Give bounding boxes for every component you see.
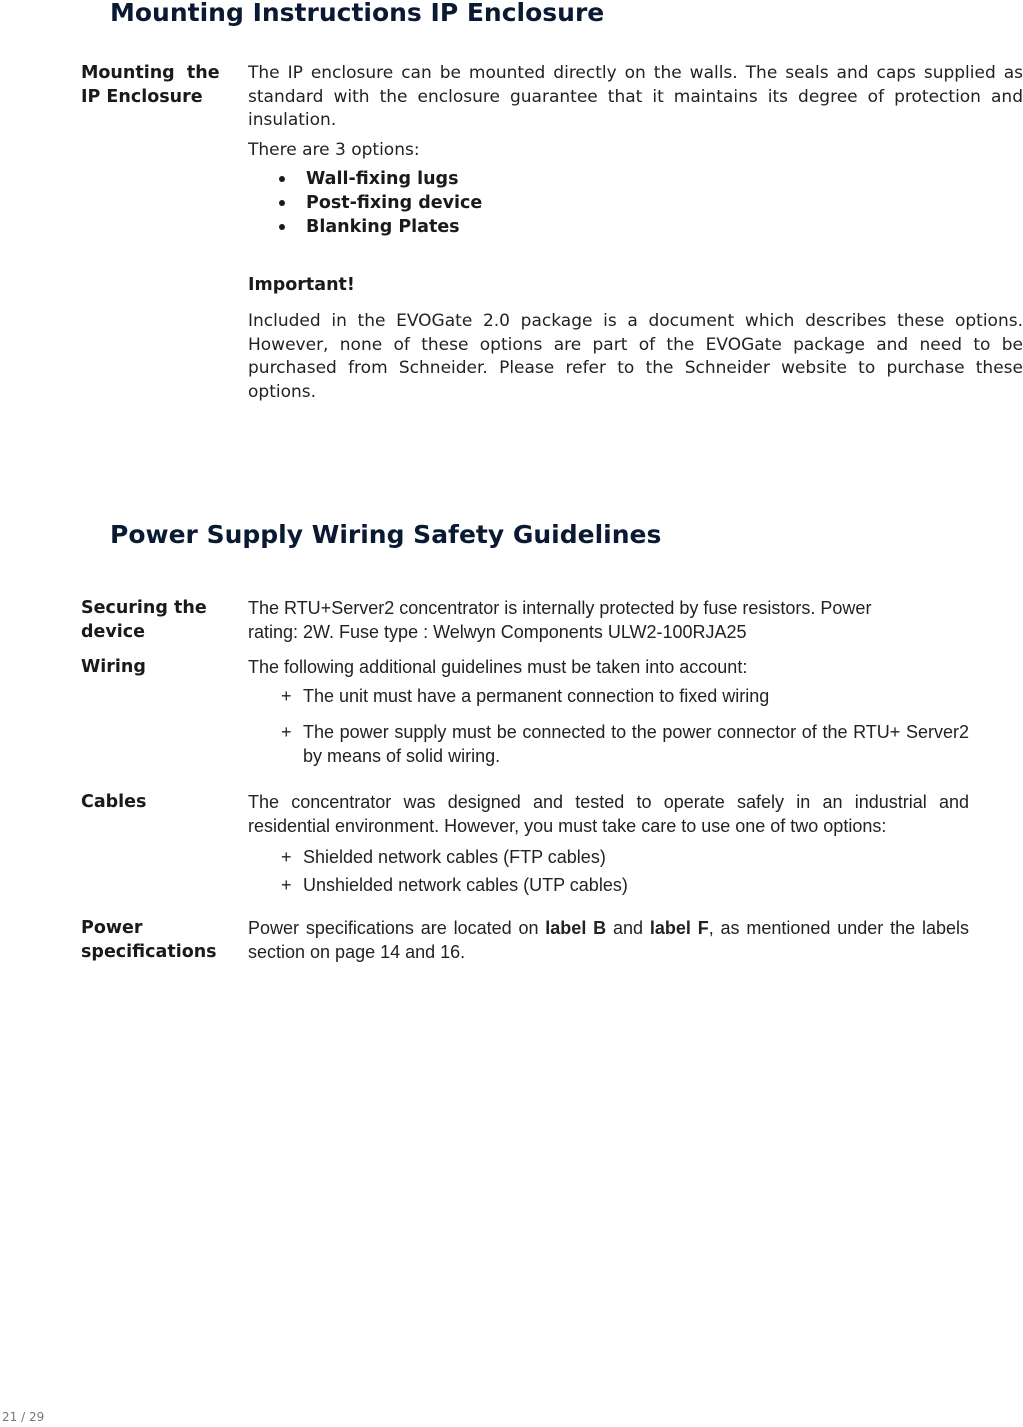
securing-text-line1: The RTU+Server2 concentrator is internally protected by fuse resistors. Power: [248, 598, 872, 618]
label-power-line1: Power: [81, 918, 143, 938]
section-title-power: Power Supply Wiring Safety Guidelines: [110, 520, 662, 549]
option-label: Wall-fixing lugs: [306, 169, 459, 189]
power-text-before: Power specifications are located on: [248, 918, 546, 938]
label-power-line2: specifications: [81, 942, 217, 962]
label-b-ref: label B: [545, 918, 607, 938]
plus-icon: +: [281, 875, 292, 895]
cables-text: The concentrator was designed and tested to operate safely in an industrial and residential environment. However, you must take care to use one of two options:: [248, 792, 969, 836]
cables-item: Unshielded network cables (UTP cables): [303, 875, 628, 895]
label-power-specifications: [81, 916, 241, 964]
label-securing: [81, 596, 231, 644]
securing-text: [248, 596, 968, 644]
label-cables: Cables: [81, 792, 147, 812]
power-text-after: , as mentioned under the labels section on page 14 and 16.: [248, 918, 969, 962]
plus-icon: +: [281, 686, 292, 706]
plus-icon: +: [281, 847, 292, 867]
section-title-mounting: Mounting Instructions IP Enclosure: [110, 0, 605, 27]
plus-icon: +: [281, 722, 292, 742]
power-text: [248, 916, 969, 964]
label-mounting-line1: Mounting the: [81, 63, 220, 83]
bullet-icon: [279, 224, 285, 230]
important-paragraph: Included in the EVOGate 2.0 package is a document which describes these options. However, none of these options are part of the EVOGate package and need to be purchased from Schneider. Please refer to the Schneider website to purchase these options.: [248, 311, 1023, 402]
bullet-icon: [279, 200, 285, 206]
wiring-intro: The following additional guidelines must be taken into account:: [248, 657, 748, 677]
wiring-item: The unit must have a permanent connection to fixed wiring: [303, 686, 770, 706]
label-mounting: [81, 61, 231, 109]
list-item: [281, 720, 971, 770]
bullet-icon: [279, 176, 285, 182]
option-label: Post-fixing device: [306, 193, 483, 213]
label-wiring: Wiring: [81, 657, 146, 677]
securing-text-line2: rating: 2W. Fuse type : Welwyn Components ULW2-100RJA25: [248, 622, 747, 642]
label-mounting-line2: IP Enclosure: [81, 87, 203, 107]
cables-item: Shielded network cables (FTP cables): [303, 847, 606, 867]
label-f-ref: label F: [649, 918, 709, 938]
wiring-item: The power supply must be connected to the power connector of the RTU+ Server2 by means of solid wiring.: [303, 722, 969, 766]
important-heading: Important!: [248, 275, 355, 295]
mounting-paragraph: The IP enclosure can be mounted directly on the walls. The seals and caps supplied as standard with the enclosure guarantee that it maintains its degree of protection and insulation.: [248, 63, 1023, 130]
options-intro: There are 3 options:: [248, 140, 420, 160]
label-securing-line1: Securing the: [81, 598, 207, 618]
option-label: Blanking Plates: [306, 217, 460, 237]
power-text-and: and: [606, 918, 650, 938]
label-securing-line2: device: [81, 622, 146, 642]
page-number: 21 / 29: [2, 1410, 45, 1424]
